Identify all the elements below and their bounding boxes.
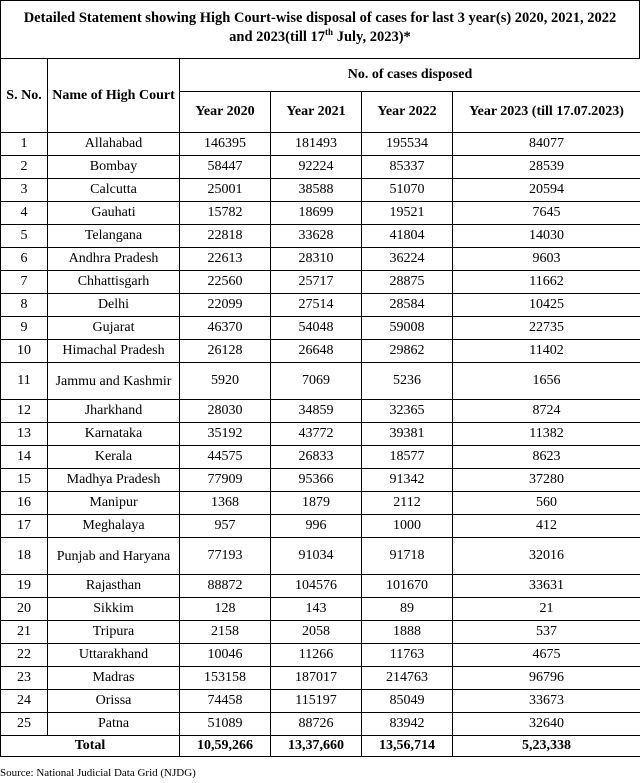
cell-y2023: 1656: [453, 363, 640, 400]
cell-sno: 14: [1, 446, 48, 469]
cell-y2021: 91034: [271, 538, 362, 575]
cell-y2020: 22818: [180, 225, 271, 248]
cell-y2022: 5236: [362, 363, 453, 400]
cell-y2022: 28584: [362, 294, 453, 317]
cell-sno: 10: [1, 340, 48, 363]
cell-y2021: 34859: [271, 400, 362, 423]
table-row: [1, 248, 640, 271]
cell-y2022: 214763: [362, 667, 453, 690]
cell-y2022: 36224: [362, 248, 453, 271]
cell-name: Tripura: [48, 621, 180, 644]
document-title: [0, 0, 640, 58]
cell-y2022: 51070: [362, 179, 453, 202]
cell-sno: 2: [1, 156, 48, 179]
cell-y2023: 4675: [453, 644, 640, 667]
cell-y2023: 10425: [453, 294, 640, 317]
table-row: [1, 469, 640, 492]
cell-y2022: 29862: [362, 340, 453, 363]
cell-name: Gujarat: [48, 317, 180, 340]
table-body: [1, 133, 640, 757]
cell-y2021: 11266: [271, 644, 362, 667]
table-row: [1, 446, 640, 469]
cell-name: Madhya Pradesh: [48, 469, 180, 492]
cell-sno: 17: [1, 515, 48, 538]
cell-name: Andhra Pradesh: [48, 248, 180, 271]
table-row: [1, 423, 640, 446]
title-line-2-pre: and 2023(till 17: [229, 29, 326, 45]
cell-y2023: 21: [453, 598, 640, 621]
cell-y2020: 26128: [180, 340, 271, 363]
cell-name: Himachal Pradesh: [48, 340, 180, 363]
cell-y2021: 143: [271, 598, 362, 621]
title-line-1: Detailed Statement showing High Court-wise disposal of cases for last 3 year(s) 2020, 2021, 2022: [23, 10, 617, 26]
cell-y2020: 77193: [180, 538, 271, 575]
total-y2021: 13,37,660: [271, 736, 362, 757]
cell-y2020: 22560: [180, 271, 271, 294]
cell-y2022: 1888: [362, 621, 453, 644]
cell-y2021: 1879: [271, 492, 362, 515]
cell-y2021: 54048: [271, 317, 362, 340]
cell-y2020: 15782: [180, 202, 271, 225]
cell-y2022: 85337: [362, 156, 453, 179]
cell-y2021: 104576: [271, 575, 362, 598]
cell-y2021: 115197: [271, 690, 362, 713]
cell-y2023: 560: [453, 492, 640, 515]
header-year-2021: Year 2021: [271, 92, 362, 133]
cell-y2020: 153158: [180, 667, 271, 690]
cell-y2021: 88726: [271, 713, 362, 736]
cell-y2022: 91718: [362, 538, 453, 575]
cell-y2023: 32640: [453, 713, 640, 736]
total-y2022: 13,56,714: [362, 736, 453, 757]
cell-y2022: 18577: [362, 446, 453, 469]
total-y2020: 10,59,266: [180, 736, 271, 757]
cell-sno: 8: [1, 294, 48, 317]
cell-sno: 6: [1, 248, 48, 271]
cell-y2023: 8724: [453, 400, 640, 423]
cell-name: Meghalaya: [48, 515, 180, 538]
cell-sno: 23: [1, 667, 48, 690]
cell-name: Chhattisgarh: [48, 271, 180, 294]
cell-y2021: 38588: [271, 179, 362, 202]
cell-y2023: 20594: [453, 179, 640, 202]
cell-y2020: 74458: [180, 690, 271, 713]
cell-y2022: 195534: [362, 133, 453, 156]
table-row: [1, 363, 640, 400]
title-line-2: [1, 28, 639, 47]
cell-y2023: 9603: [453, 248, 640, 271]
cell-name: Punjab and Haryana: [48, 538, 180, 575]
cell-y2022: 28875: [362, 271, 453, 294]
cell-y2022: 91342: [362, 469, 453, 492]
table-row: [1, 225, 640, 248]
table-row: [1, 156, 640, 179]
cell-y2021: 2058: [271, 621, 362, 644]
cell-sno: 21: [1, 621, 48, 644]
cell-sno: 4: [1, 202, 48, 225]
cell-y2023: 33631: [453, 575, 640, 598]
cell-y2021: 43772: [271, 423, 362, 446]
table-row: [1, 271, 640, 294]
cell-name: Allahabad: [48, 133, 180, 156]
header-sno: S. No.: [1, 59, 48, 133]
cell-y2021: 996: [271, 515, 362, 538]
header-year-2022: Year 2022: [362, 92, 453, 133]
cell-name: Jharkhand: [48, 400, 180, 423]
cell-sno: 1: [1, 133, 48, 156]
cell-y2023: 22735: [453, 317, 640, 340]
cell-sno: 22: [1, 644, 48, 667]
cell-y2022: 85049: [362, 690, 453, 713]
cell-name: Telangana: [48, 225, 180, 248]
cell-y2021: 18699: [271, 202, 362, 225]
cell-name: Sikkim: [48, 598, 180, 621]
cell-y2022: 1000: [362, 515, 453, 538]
table-row: [1, 538, 640, 575]
source-note: Source: National Judicial Data Grid (NJDG): [0, 767, 196, 779]
table-row: [1, 515, 640, 538]
table-row: [1, 575, 640, 598]
cell-name: Jammu and Kashmir: [48, 363, 180, 400]
cell-y2021: 26833: [271, 446, 362, 469]
table-row: [1, 317, 640, 340]
cell-y2020: 22099: [180, 294, 271, 317]
cell-y2022: 11763: [362, 644, 453, 667]
cell-name: Orissa: [48, 690, 180, 713]
header-year-2020: Year 2020: [180, 92, 271, 133]
total-row: [1, 736, 640, 757]
header-name: Name of High Court: [48, 59, 180, 133]
cell-y2023: 33673: [453, 690, 640, 713]
cell-name: Manipur: [48, 492, 180, 515]
cell-name: Rajasthan: [48, 575, 180, 598]
cell-y2023: 537: [453, 621, 640, 644]
table-row: [1, 621, 640, 644]
cell-y2020: 25001: [180, 179, 271, 202]
table-row: [1, 713, 640, 736]
table-row: [1, 690, 640, 713]
cell-y2022: 19521: [362, 202, 453, 225]
table-row: [1, 644, 640, 667]
cell-y2021: 181493: [271, 133, 362, 156]
cell-y2023: 7645: [453, 202, 640, 225]
cell-sno: 19: [1, 575, 48, 598]
header-year-2023: Year 2023 (till 17.07.2023): [453, 92, 640, 133]
cell-y2022: 101670: [362, 575, 453, 598]
disposal-table: [0, 58, 640, 757]
cell-y2023: 14030: [453, 225, 640, 248]
cell-y2020: 44575: [180, 446, 271, 469]
cell-name: Bombay: [48, 156, 180, 179]
cell-sno: 20: [1, 598, 48, 621]
cell-name: Patna: [48, 713, 180, 736]
table-row: [1, 340, 640, 363]
cell-sno: 24: [1, 690, 48, 713]
table-row: [1, 294, 640, 317]
cell-y2021: 7069: [271, 363, 362, 400]
header-group: No. of cases disposed: [180, 59, 640, 92]
cell-sno: 11: [1, 363, 48, 400]
cell-sno: 5: [1, 225, 48, 248]
cell-y2020: 5920: [180, 363, 271, 400]
cell-y2020: 88872: [180, 575, 271, 598]
cell-name: Delhi: [48, 294, 180, 317]
cell-y2021: 95366: [271, 469, 362, 492]
cell-name: Gauhati: [48, 202, 180, 225]
cell-y2023: 37280: [453, 469, 640, 492]
table-row: [1, 400, 640, 423]
cell-y2022: 83942: [362, 713, 453, 736]
cell-y2023: 96796: [453, 667, 640, 690]
cell-y2020: 51089: [180, 713, 271, 736]
cell-y2023: 8623: [453, 446, 640, 469]
title-line-2-post: July, 2023)*: [333, 29, 411, 45]
cell-name: Kerala: [48, 446, 180, 469]
cell-y2020: 77909: [180, 469, 271, 492]
cell-y2020: 35192: [180, 423, 271, 446]
cell-sno: 15: [1, 469, 48, 492]
cell-y2022: 39381: [362, 423, 453, 446]
cell-y2023: 11382: [453, 423, 640, 446]
cell-sno: 9: [1, 317, 48, 340]
cell-sno: 7: [1, 271, 48, 294]
cell-y2022: 2112: [362, 492, 453, 515]
table-row: [1, 492, 640, 515]
cell-y2021: 26648: [271, 340, 362, 363]
cell-sno: 16: [1, 492, 48, 515]
cell-y2021: 92224: [271, 156, 362, 179]
cell-y2023: 32016: [453, 538, 640, 575]
cell-y2023: 11402: [453, 340, 640, 363]
cell-y2023: 84077: [453, 133, 640, 156]
cell-sno: 25: [1, 713, 48, 736]
cell-name: Calcutta: [48, 179, 180, 202]
table-row: [1, 202, 640, 225]
cell-name: Karnataka: [48, 423, 180, 446]
cell-y2023: 28539: [453, 156, 640, 179]
cell-y2020: 22613: [180, 248, 271, 271]
cell-name: Uttarakhand: [48, 644, 180, 667]
cell-y2021: 33628: [271, 225, 362, 248]
cell-sno: 12: [1, 400, 48, 423]
total-y2023: 5,23,338: [453, 736, 640, 757]
cell-y2020: 58447: [180, 156, 271, 179]
cell-y2022: 41804: [362, 225, 453, 248]
table-row: [1, 598, 640, 621]
cell-sno: 18: [1, 538, 48, 575]
table-row: [1, 179, 640, 202]
cell-y2020: 28030: [180, 400, 271, 423]
cell-sno: 13: [1, 423, 48, 446]
table-row: [1, 133, 640, 156]
cell-y2020: 2158: [180, 621, 271, 644]
cell-y2020: 957: [180, 515, 271, 538]
cell-y2022: 32365: [362, 400, 453, 423]
cell-y2020: 128: [180, 598, 271, 621]
cell-y2020: 10046: [180, 644, 271, 667]
cell-name: Madras: [48, 667, 180, 690]
cell-y2020: 46370: [180, 317, 271, 340]
cell-y2021: 27514: [271, 294, 362, 317]
total-label: Total: [1, 736, 180, 757]
cell-y2021: 25717: [271, 271, 362, 294]
cell-y2023: 412: [453, 515, 640, 538]
title-line-2-sup: th: [325, 27, 334, 38]
cell-y2022: 59008: [362, 317, 453, 340]
cell-y2020: 1368: [180, 492, 271, 515]
cell-y2023: 11662: [453, 271, 640, 294]
cell-y2022: 89: [362, 598, 453, 621]
cell-y2021: 28310: [271, 248, 362, 271]
cell-y2021: 187017: [271, 667, 362, 690]
table-row: [1, 667, 640, 690]
header-row-1: [1, 59, 640, 92]
cell-y2020: 146395: [180, 133, 271, 156]
cell-sno: 3: [1, 179, 48, 202]
